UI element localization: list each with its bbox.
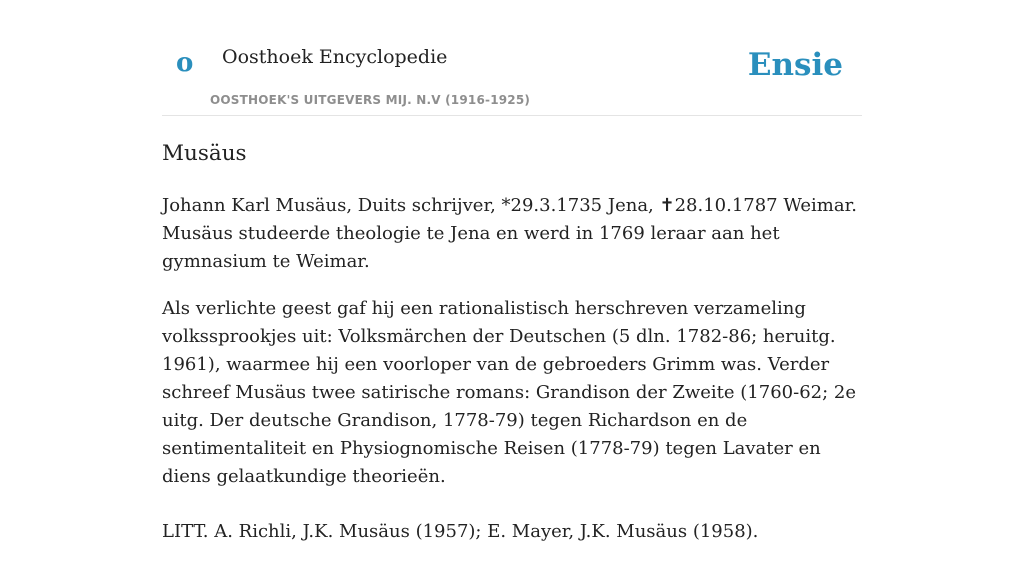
article-paragraph: Als verlichte geest gaf hij een rationalistisch herschreven verzameling volkssprookjes uit: Volksmärchen der Deutschen (5 dln. 1782-86; heruitg. 1961), waarmee hij een voorloper van de gebroeders Grimm was. Verder schreef Musäus twee satirische romans: Grandison der Zweite (1760-62; 2e uitg. Der deutsche Grandison, 1778-79) tegen Richardson en de sentimentaliteit en Physiognomische Reisen (1778-79) tegen Lavater en diens gelaatkundige theorieën. [162, 298, 856, 487]
article [162, 138, 862, 565]
article-paragraph: Johann Karl Musäus, Duits schrijver, *29.3.1735 Jena, ✝28.10.1787 Weimar. Musäus studeerde theologie te Jena en werd in 1769 leraar aan het gymnasium te Weimar. [162, 195, 857, 272]
literature-reference: LITT. A. Richli, J.K. Musäus (1957); E. Mayer, J.K. Musäus (1958). [162, 521, 759, 542]
article-title: Musäus [162, 141, 247, 166]
site-title[interactable]: Oosthoek Encyclopedie [222, 46, 448, 68]
site-logo[interactable]: o [176, 48, 194, 78]
publisher-label: OOSTHOEK'S UITGEVERS MIJ. N.V (1916-1925) [210, 93, 531, 107]
brand-logo[interactable]: Ensie [747, 47, 843, 83]
site-header [162, 30, 862, 116]
